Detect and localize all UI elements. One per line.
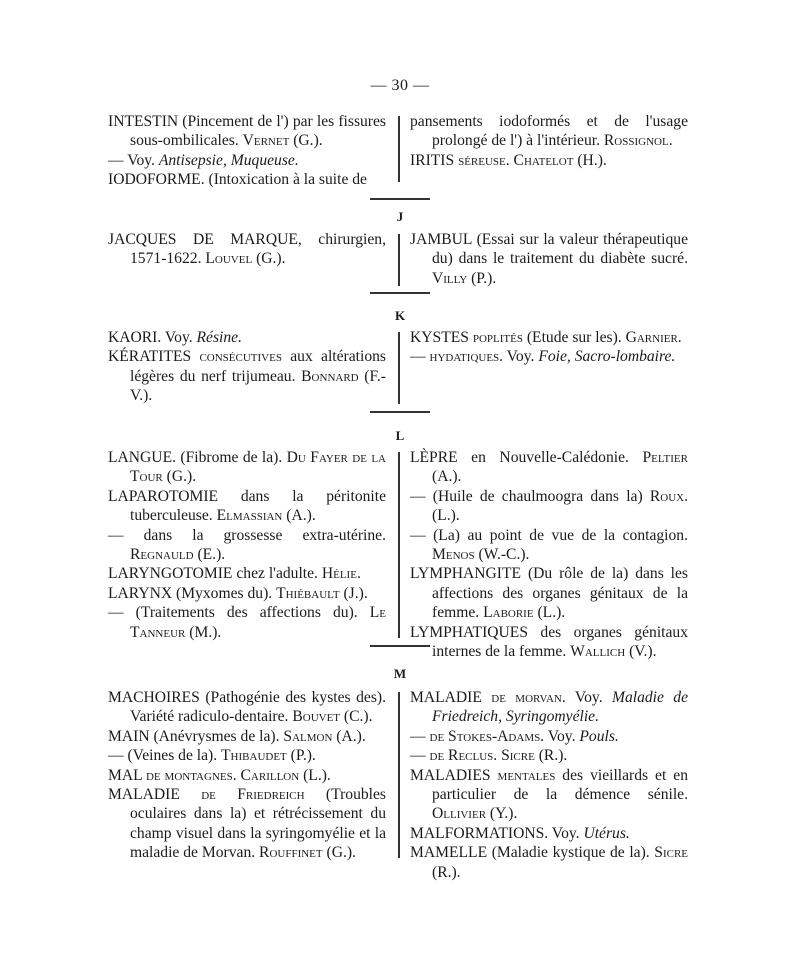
left-column	[108, 688, 386, 863]
entry-text: . (L.).	[432, 487, 688, 525]
author-name: mentales	[497, 766, 556, 784]
entry-text: LAPAROTOMIE dans la péritonite tuberculeuse.	[108, 487, 386, 525]
section-divider	[370, 645, 430, 647]
index-entry	[108, 727, 386, 746]
entry-text: (P.).	[286, 747, 316, 765]
section-m	[108, 688, 692, 881]
page-number: — 30 —	[370, 77, 430, 94]
entry-text: MAIN (Anévrysmes de la).	[108, 727, 284, 745]
author-name: Garnier.	[625, 329, 682, 346]
left-column	[108, 448, 386, 642]
entry-text: IRITIS	[410, 151, 459, 169]
section-letter-l: L	[395, 428, 405, 443]
entry-text: (R.).	[534, 747, 568, 765]
author-name: Roux	[649, 487, 685, 505]
author-name: Hélie.	[321, 565, 361, 583]
index-entry	[410, 487, 688, 526]
left-column	[108, 328, 386, 406]
index-entry	[108, 603, 386, 642]
index-entry	[108, 328, 386, 347]
author-name: Laborie	[483, 604, 534, 622]
entry-text: (J.).	[339, 584, 368, 602]
entry-text: (L.).	[299, 766, 331, 784]
entry-text: — Voy.	[108, 151, 159, 169]
right-column	[410, 112, 688, 170]
section-j	[108, 230, 692, 290]
entry-text: IODOFORME. (Intoxication à la suite de	[108, 171, 367, 189]
left-column	[108, 112, 386, 190]
index-entry	[410, 843, 688, 882]
author-name: Louvel	[205, 250, 253, 268]
author-name: de Stokes-Adams	[429, 727, 541, 745]
index-entry	[410, 766, 688, 824]
entry-text: INTESTIN (Pincement de l') par les fissures sous-ombilicales.	[108, 113, 386, 150]
author-name: Thiébault	[276, 584, 340, 602]
author-name: de montagnes. Carillon	[145, 766, 300, 784]
column-divider	[398, 692, 400, 858]
entry-text: LANGUE. (Fibrome de la).	[108, 449, 287, 466]
entry-text: JAMBUL (Essai sur la valeur thérapeutique du) dans le traitement du diabète sucré.	[410, 231, 688, 268]
entry-text: JACQUES DE MARQUE, chirurgien, 1571-1622.	[108, 231, 386, 268]
entry-text: (Etude sur les).	[522, 329, 626, 346]
author-name: Elmassian	[216, 507, 283, 525]
entry-text: (Troubles oculaires dans la) et rétrécissement du champ visuel dans la syringomyélie et la maladie de Morvan.	[130, 786, 386, 862]
entry-text: KAORI. Voy.	[108, 329, 197, 346]
entry-text: des vieillards et en particulier de la démence sénile.	[432, 766, 688, 804]
index-entry	[410, 746, 688, 765]
author-name: Bonnard	[301, 367, 359, 385]
entry-text: KYSTES	[410, 329, 473, 346]
index-entry	[108, 448, 386, 487]
entry-text: (F.-V.).	[130, 367, 386, 405]
author-name: Vernet	[242, 132, 290, 150]
author-name: Villy	[432, 269, 468, 287]
index-entry	[108, 584, 386, 603]
right-column	[410, 448, 688, 661]
index-entry	[410, 347, 688, 366]
author-name: consécutives	[199, 348, 282, 366]
entry-text: KÉRATITES	[108, 348, 200, 366]
section-letter-k: K	[394, 308, 406, 323]
entry-text: (G.).	[322, 844, 356, 862]
right-column	[410, 688, 688, 882]
section-divider	[370, 292, 430, 294]
section-letter-j: J	[396, 209, 404, 224]
entry-text: LYMPHATIQUES des organes génitaux internes de la femme.	[410, 623, 688, 661]
author-name: Le Tanneur	[130, 604, 386, 641]
entry-text: (V.).	[625, 643, 657, 661]
section-letter-m: M	[393, 666, 407, 681]
author-name: Menos	[432, 546, 475, 564]
author-name: Peltier	[642, 449, 688, 466]
entry-text: MALFORMATIONS. Voy.	[410, 824, 584, 842]
author-name: Regnauld	[130, 546, 194, 564]
column-divider	[398, 234, 400, 286]
entry-text: — dans la grossesse extra-utérine.	[108, 526, 386, 544]
cross-reference: Résine.	[196, 329, 242, 346]
entry-text: (L.).	[533, 604, 566, 622]
index-entry	[410, 448, 688, 487]
entry-text: (G.).	[252, 250, 286, 268]
index-entry	[410, 151, 688, 170]
entry-text: pansements iodoformés et de l'usage prolongé de l') à l'intérieur.	[410, 113, 688, 150]
right-column	[410, 328, 688, 367]
entry-text: — (La) au point de vue de la contagion.	[410, 526, 688, 544]
index-entry	[108, 746, 386, 765]
index-entry	[108, 170, 386, 189]
entry-text: . Voy.	[499, 348, 539, 366]
entry-text: LARYNGOTOMIE chez l'adulte.	[108, 565, 322, 583]
column-divider	[398, 116, 400, 182]
author-name: Du Fayer de la Tour	[130, 449, 386, 486]
entry-text: aux altérations légères du nerf trijumeau.	[130, 348, 387, 385]
index-entry	[410, 230, 688, 288]
section-divider	[370, 198, 430, 200]
author-name: poplités	[472, 329, 523, 346]
entry-text: (H.).	[573, 151, 607, 169]
index-entry	[108, 112, 386, 151]
entry-text: (A.).	[282, 507, 316, 525]
author-name: de Friedreich	[201, 786, 305, 804]
entry-text: —	[410, 747, 430, 765]
entry-text: (A.).	[332, 727, 366, 745]
cross-reference: Antisepsie, Muqueuse.	[158, 151, 299, 169]
author-name: Wallich	[570, 643, 626, 661]
entry-text: (G.).	[289, 132, 323, 150]
index-entry	[410, 623, 688, 662]
entry-text: (G.).	[162, 468, 197, 486]
index-entry	[108, 151, 386, 170]
author-name: séreuse. Chatelot	[458, 151, 574, 169]
section-divider	[370, 411, 430, 413]
entry-text: (E.).	[193, 546, 226, 564]
index-entry	[410, 727, 688, 746]
entry-text: (C.).	[340, 708, 373, 726]
entry-text: (R.).	[432, 863, 461, 881]
entry-text: MACHOIRES (Pathogénie des kystes des). Variété radiculo-dentaire.	[108, 689, 386, 726]
cross-reference: Utérus.	[583, 824, 630, 842]
section-l	[108, 448, 692, 661]
author-name: de Reclus. Sicre	[429, 747, 535, 765]
section-k	[108, 328, 692, 408]
entry-text: — (Traitements des affections du).	[108, 604, 370, 622]
section-i	[108, 112, 692, 189]
entry-text: MAL	[108, 766, 146, 784]
entry-text: (Y.).	[486, 805, 518, 823]
index-entry	[410, 112, 688, 151]
entry-text: (W.-C.).	[474, 546, 530, 564]
entry-text: LYMPHANGITE (Du rôle de la) dans les affections des organes génitaux de la femme.	[410, 565, 688, 622]
author-name: Rouffinet	[259, 844, 323, 862]
author-name: hydatiques	[429, 348, 500, 366]
cross-reference: Foie, Sacro-lombaire.	[538, 348, 676, 366]
author-name: Rossignol.	[603, 132, 673, 150]
index-entry	[410, 688, 688, 727]
index-entry	[108, 564, 386, 583]
cross-reference: Maladie de Friedreich, Syringomyélie.	[432, 689, 688, 726]
index-entry	[410, 328, 688, 347]
entry-text: . Voy.	[561, 689, 612, 706]
author-name: de morvan	[491, 689, 562, 706]
column-divider	[398, 452, 400, 638]
index-entry	[108, 347, 386, 405]
entry-text: —	[410, 727, 430, 745]
index-entry	[410, 526, 688, 565]
entry-text: MALADIE	[108, 786, 202, 804]
entry-text: LARYNX (Myxomes du).	[108, 584, 277, 602]
entry-text: MAMELLE (Maladie kystique de la).	[410, 844, 655, 862]
column-divider	[398, 332, 400, 404]
index-entry	[108, 487, 386, 526]
entry-text: — (Veines de la).	[108, 747, 222, 765]
entry-text: MALADIES	[410, 766, 498, 784]
author-name: Thibaudet	[221, 747, 287, 765]
index-entry	[108, 766, 386, 785]
left-column	[108, 230, 386, 269]
author-name: Bouvet	[292, 708, 341, 726]
index-entry	[108, 785, 386, 863]
entry-text: (A.).	[432, 468, 462, 486]
right-column	[410, 230, 688, 288]
index-entry	[410, 564, 688, 622]
author-name: Ollivier	[432, 805, 487, 823]
entry-text: (P.).	[467, 269, 497, 287]
entry-text: . Voy.	[540, 727, 580, 745]
entry-text: (M.).	[185, 623, 222, 641]
index-entry	[108, 526, 386, 565]
index-entry	[410, 824, 688, 843]
entry-text: MALADIE	[410, 689, 492, 706]
index-entry	[108, 230, 386, 269]
entry-text: LÈPRE en Nouvelle-Calédonie.	[410, 449, 643, 466]
entry-text: —	[410, 348, 430, 366]
author-name: Salmon	[283, 727, 333, 745]
entry-text: — (Huile de chaulmoogra dans la)	[410, 487, 650, 505]
cross-reference: Pouls.	[579, 727, 619, 745]
author-name: Sicre	[654, 844, 688, 862]
index-entry	[108, 688, 386, 727]
